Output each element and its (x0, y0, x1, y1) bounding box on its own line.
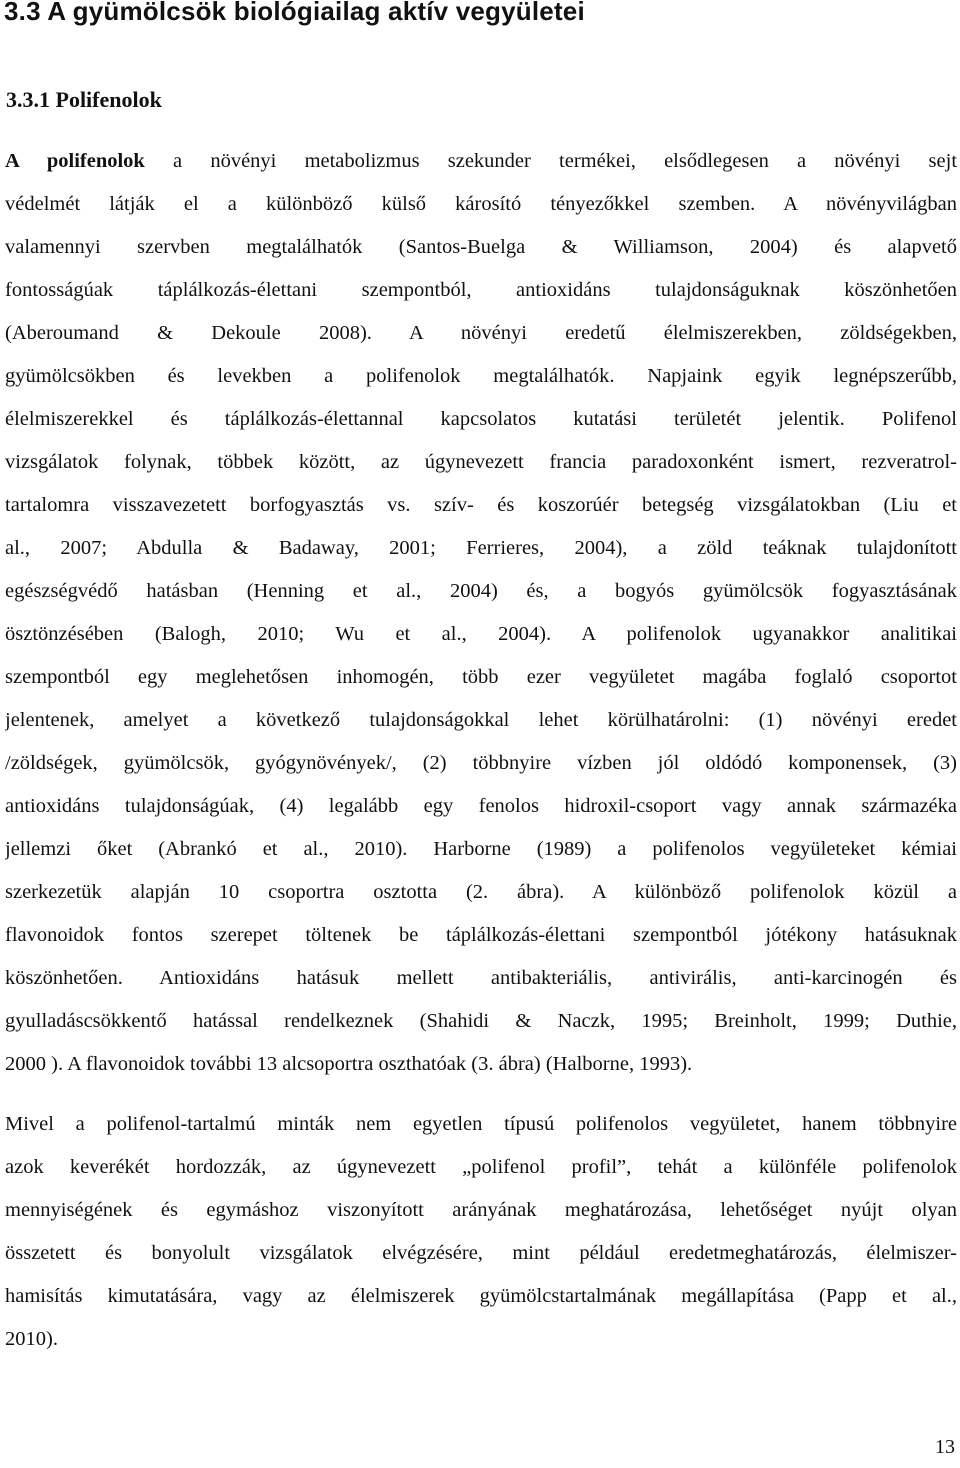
text-line: egészségvédő hatásban (Henning et al., 2004) és, a bogyós gyümölcsök fogyasztásának (5, 580, 957, 602)
page-number: 13 (935, 1436, 955, 1458)
text-line: szerkezetük alapján 10 csoportra osztotta (2. ábra). A különböző polifenolok közül a (5, 881, 957, 903)
text-line: 2010). (5, 1328, 58, 1350)
text-line: valamennyi szervben megtalálhatók (Santos-Buelga & Williamson, 2004) és alapvető (5, 236, 957, 258)
text-line: gyümölcsökben és levekben a polifenolok megtalálhatók. Napjaink egyik legnépszerűbb, (5, 365, 957, 387)
text-line: /zöldségek, gyümölcsök, gyógynövények/, (2) többnyire vízben jól oldódó komponensek, (3) (5, 752, 957, 774)
text-line: Mivel a polifenol-tartalmú minták nem egyetlen típusú polifenolos vegyületet, hanem többnyire (5, 1113, 957, 1135)
text-line: (Aberoumand & Dekoule 2008). A növényi eredetű élelmiszerekben, zöldségekben, (5, 322, 957, 344)
text-line: 2000 ). A flavonoidok további 13 alcsoportra oszthatóak (3. ábra) (Halborne, 1993). (5, 1053, 693, 1075)
text-line: szempontból egy meglehetősen inhomogén, több ezer vegyületet magába foglaló csoportot (5, 666, 957, 688)
line-rest: a növényi metabolizmus szekunder termékei, elsődlegesen a növényi sejt (144, 150, 957, 172)
text-line: antioxidáns tulajdonságúak, (4) legalább egy fenolos hidroxil-csoport vagy annak származéka (5, 795, 957, 817)
text-line: jellemzi őket (Abrankó et al., 2010). Harborne (1989) a polifenolos vegyületeket kémiai (5, 838, 957, 860)
section-heading: 3.3 A gyümölcsök biológiailag aktív vegyületei (4, 0, 585, 26)
text-line: összetett és bonyolult vizsgálatok elvégzésére, mint például eredetmeghatározás, élelmiszer- (5, 1242, 957, 1264)
text-line: hamisítás kimutatására, vagy az élelmiszerek gyümölcstartalmának megállapítása (Papp et al., (5, 1285, 957, 1307)
text-line: mennyiségének és egymáshoz viszonyított arányának meghatározása, lehetőséget nyújt olyan (5, 1199, 957, 1221)
subsection-heading: 3.3.1 Polifenolok (6, 87, 162, 112)
text-line: köszönhetően. Antioxidáns hatásuk mellett antibakteriális, antivirális, anti-karcinogén és (5, 967, 957, 989)
text-line: gyulladáscsökkentő hatással rendelkeznek (Shahidi & Naczk, 1995; Breinholt, 1999; Duthie, (5, 1010, 957, 1032)
text-line: flavonoidok fontos szerepet töltenek be táplálkozás-élettani szempontból jótékony hatásuknak (5, 924, 957, 946)
text-line: tartalomra visszavezetett borfogyasztás vs. szív- és koszorúér betegség vizsgálatokban (Liu et (5, 494, 957, 516)
paragraph-polifenolok-intro (5, 140, 957, 1086)
bold-term: A polifenolok (5, 150, 145, 172)
text-line: vizsgálatok folynak, többek között, az úgynevezett francia paradoxonként ismert, rezveratrol- (5, 451, 957, 473)
text-line: fontosságúak táplálkozás-élettani szempontból, antioxidáns tulajdonságuknak köszönhetően (5, 279, 957, 301)
text-line: ösztönzésében (Balogh, 2010; Wu et al., 2004). A polifenolok ugyanakkor analitikai (5, 623, 957, 645)
text-line: védelmét látják el a különböző külső károsító tényezőkkel szemben. A növényvilágban (5, 193, 957, 215)
text-line: jelentenek, amelyet a következő tulajdonságokkal lehet körülhatárolni: (1) növényi eredet (5, 709, 957, 731)
text-line (5, 140, 957, 183)
text-line: al., 2007; Abdulla & Badaway, 2001; Ferrieres, 2004), a zöld teáknak tulajdonított (5, 537, 957, 559)
text-line: élelmiszerekkel és táplálkozás-élettannal kapcsolatos kutatási területét jelentik. Polifenol (5, 408, 957, 430)
text-line: azok keverékét hordozzák, az úgynevezett „polifenol profil”, tehát a különféle polifenolok (5, 1156, 957, 1178)
paragraph-polifenol-profil (5, 1103, 957, 1361)
